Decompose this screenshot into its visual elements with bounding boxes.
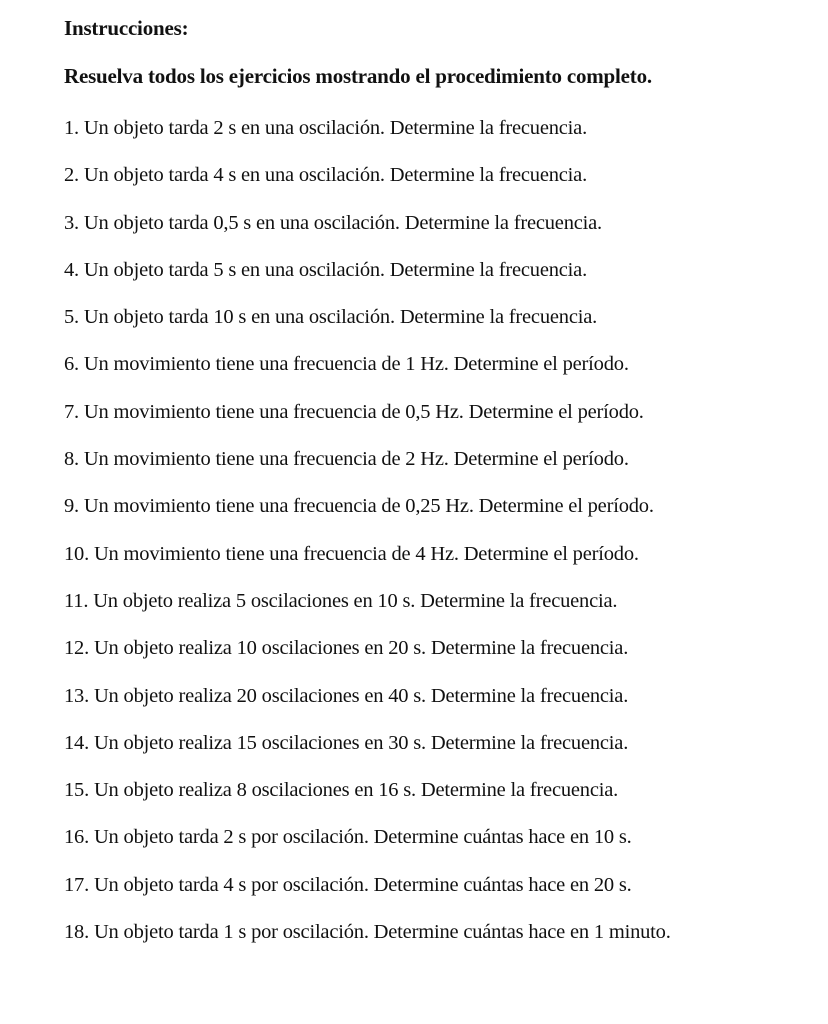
exercise-item-7: 7. Un movimiento tiene una frecuencia de 0,5 Hz. Determine el período. — [64, 400, 644, 423]
exercise-item-12: 12. Un objeto realiza 10 oscilaciones en 20 s. Determine la frecuencia. — [64, 637, 629, 660]
exercise-item-15: 15. Un objeto realiza 8 oscilaciones en 16 s. Determine la frecuencia. — [64, 779, 619, 802]
instructions-text: Resuelva todos los ejercicios mostrando el procedimiento completo. — [64, 64, 652, 88]
exercise-item-1: 1. Un objeto tarda 2 s en una oscilación. Determine la frecuencia. — [64, 117, 588, 139]
instructions-heading: Instrucciones: — [64, 16, 189, 40]
exercise-item-3: 3. Un objeto tarda 0,5 s en una oscilación. Determine la frecuencia. — [64, 211, 602, 234]
exercise-item-11: 11. Un objeto realiza 5 oscilaciones en 10 s. Determine la frecuencia. — [64, 589, 618, 612]
exercise-list — [64, 114, 671, 965]
exercise-item-14: 14. Un objeto realiza 15 oscilaciones en 30 s. Determine la frecuencia. — [64, 731, 629, 754]
exercise-item-16: 16. Un objeto tarda 2 s por oscilación. Determine cuántas hace en 10 s. — [64, 826, 632, 849]
exercise-item-9: 9. Un movimiento tiene una frecuencia de 0,25 Hz. Determine el período. — [64, 495, 654, 518]
exercise-item-5: 5. Un objeto tarda 10 s en una oscilación. Determine la frecuencia. — [64, 306, 598, 329]
exercise-item-6: 6. Un movimiento tiene una frecuencia de 1 Hz. Determine el período. — [64, 353, 629, 376]
exercise-item-8: 8. Un movimiento tiene una frecuencia de 2 Hz. Determine el período. — [64, 448, 629, 471]
exercise-item-2: 2. Un objeto tarda 4 s en una oscilación. Determine la frecuencia. — [64, 164, 588, 187]
exercise-item-10: 10. Un movimiento tiene una frecuencia de 4 Hz. Determine el período. — [64, 542, 639, 565]
exercise-item-18: 18. Un objeto tarda 1 s por oscilación. Determine cuántas hace en 1 minuto. — [64, 921, 671, 944]
exercise-item-4: 4. Un objeto tarda 5 s en una oscilación. Determine la frecuencia. — [64, 258, 588, 281]
exercise-item-17: 17. Un objeto tarda 4 s por oscilación. Determine cuántas hace en 20 s. — [64, 873, 632, 896]
exercise-item-13: 13. Un objeto realiza 20 oscilaciones en 40 s. Determine la frecuencia. — [64, 684, 629, 707]
